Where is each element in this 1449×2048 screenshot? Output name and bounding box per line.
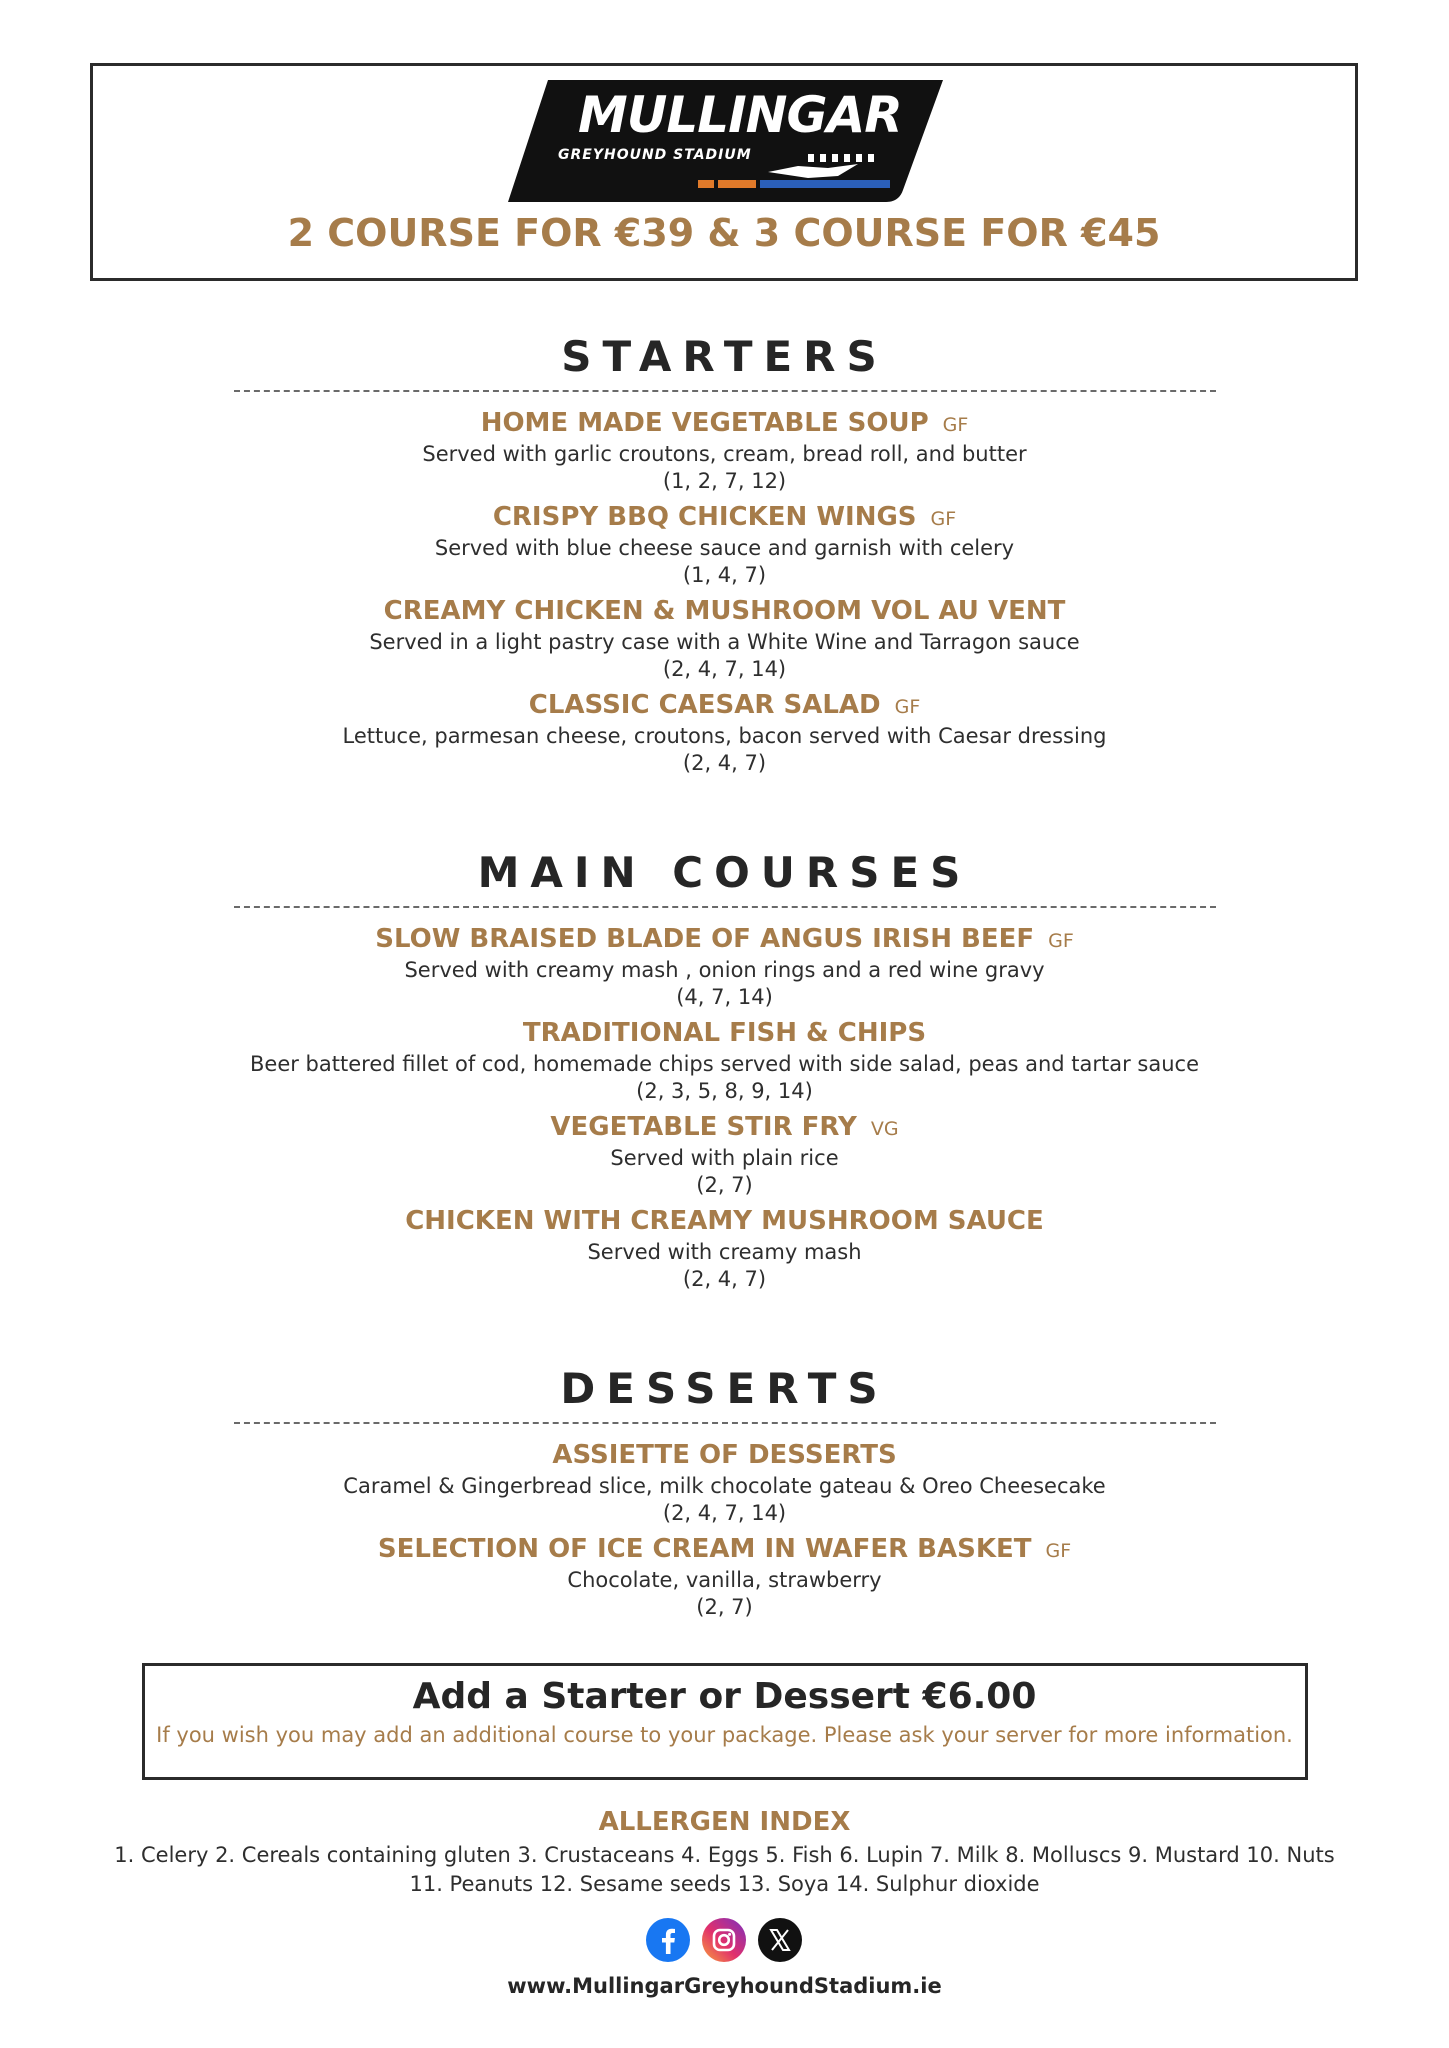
item-description: Chocolate, vanilla, strawberry <box>567 1568 882 1592</box>
instagram-icon[interactable] <box>702 1918 746 1962</box>
item-description: Served in a light pastry case with a White Wine and Tarragon sauce <box>369 630 1080 654</box>
offer-headline: 2 COURSE FOR €39 & 3 COURSE FOR €45 <box>287 211 1161 255</box>
item-name: VEGETABLE STIR FRY <box>550 1112 857 1142</box>
item-allergens: (2, 4, 7) <box>682 1267 767 1291</box>
menu-item <box>0 410 1449 492</box>
item-allergens: (2, 3, 5, 8, 9, 14) <box>636 1079 813 1103</box>
menu-item <box>0 598 1449 680</box>
logo-title: MULLINGAR <box>578 86 902 144</box>
addon-note: If you wish you may add an additional course to your package. Please ask your server for more information. <box>156 1723 1293 1747</box>
allergen-index-line: 11. Peanuts 12. Sesame seeds 13. Soya 14. Sulphur dioxide <box>409 1872 1040 1896</box>
desserts-title: DESSERTS <box>560 1364 889 1413</box>
item-allergens: (1, 4, 7) <box>682 563 767 587</box>
item-name: CLASSIC CAESAR SALAD <box>528 690 881 720</box>
item-allergens: (2, 7) <box>696 1173 753 1197</box>
item-allergens: (2, 7) <box>696 1595 753 1619</box>
item-name: CRISPY BBQ CHICKEN WINGS <box>492 502 917 532</box>
item-name: ASSIETTE OF DESSERTS <box>552 1440 897 1470</box>
allergen-index-line: 1. Celery 2. Cereals containing gluten 3. Crustaceans 4. Eggs 5. Fish 6. Lupin 7. Milk 8. Molluscs 9. Mustard 10. Nuts <box>114 1843 1335 1867</box>
website-link[interactable]: www.MullingarGreyhoundStadium.ie <box>507 1974 942 1998</box>
facebook-icon[interactable] <box>646 1918 690 1962</box>
item-description: Served with plain rice <box>610 1146 839 1170</box>
mains-divider <box>234 906 1216 908</box>
allergen-index-title: ALLERGEN INDEX <box>598 1807 851 1837</box>
desserts-divider <box>234 1422 1216 1424</box>
starters-title: STARTERS <box>561 332 888 381</box>
item-description: Served with creamy mash <box>587 1240 862 1264</box>
item-description: Caramel & Gingerbread slice, milk chocolate gateau & Oreo Cheesecake <box>343 1474 1106 1498</box>
item-name: HOME MADE VEGETABLE SOUP <box>480 408 929 438</box>
item-name: SLOW BRAISED BLADE OF ANGUS IRISH BEEF <box>375 924 1035 954</box>
addon-title: Add a Starter or Dessert €6.00 <box>412 1676 1037 1717</box>
item-tag: GF <box>942 414 969 436</box>
item-tag: VG <box>870 1118 899 1140</box>
item-description: Served with blue cheese sauce and garnish with celery <box>434 536 1015 560</box>
item-name: CREAMY CHICKEN & MUSHROOM VOL AU VENT <box>383 596 1066 626</box>
menu-item <box>0 926 1449 1008</box>
item-tag: GF <box>1048 930 1074 952</box>
item-tag: GF <box>1045 1540 1072 1562</box>
menu-item <box>0 1114 1449 1196</box>
menu-item <box>0 1208 1449 1290</box>
stadium-logo <box>508 80 943 202</box>
x-icon[interactable] <box>758 1918 802 1962</box>
item-allergens: (2, 4, 7, 14) <box>662 657 787 681</box>
item-allergens: (2, 4, 7) <box>682 751 767 775</box>
mains-title: MAIN COURSES <box>477 848 972 897</box>
menu-item <box>0 692 1449 774</box>
item-allergens: (1, 2, 7, 12) <box>662 469 787 493</box>
menu-item <box>0 1536 1449 1618</box>
starters-divider <box>234 390 1216 392</box>
logo-subtitle: GREYHOUND STADIUM <box>558 147 752 163</box>
item-name: TRADITIONAL FISH & CHIPS <box>522 1018 927 1048</box>
menu-item <box>0 504 1449 586</box>
menu-item <box>0 1020 1449 1102</box>
item-allergens: (4, 7, 14) <box>676 985 773 1009</box>
item-description: Served with creamy mash , onion rings and a red wine gravy <box>404 958 1045 982</box>
menu-item <box>0 1442 1449 1524</box>
item-tag: GF <box>930 508 957 530</box>
item-description: Lettuce, parmesan cheese, croutons, bacon served with Caesar dressing <box>342 724 1107 748</box>
item-name: SELECTION OF ICE CREAM IN WAFER BASKET <box>377 1534 1032 1564</box>
item-allergens: (2, 4, 7, 14) <box>662 1501 787 1525</box>
item-description: Served with garlic croutons, cream, bread roll, and butter <box>422 442 1027 466</box>
item-description: Beer battered fillet of cod, homemade chips served with side salad, peas and tartar sauce <box>250 1052 1199 1076</box>
item-name: CHICKEN WITH CREAMY MUSHROOM SAUCE <box>405 1206 1044 1236</box>
item-tag: GF <box>894 696 921 718</box>
